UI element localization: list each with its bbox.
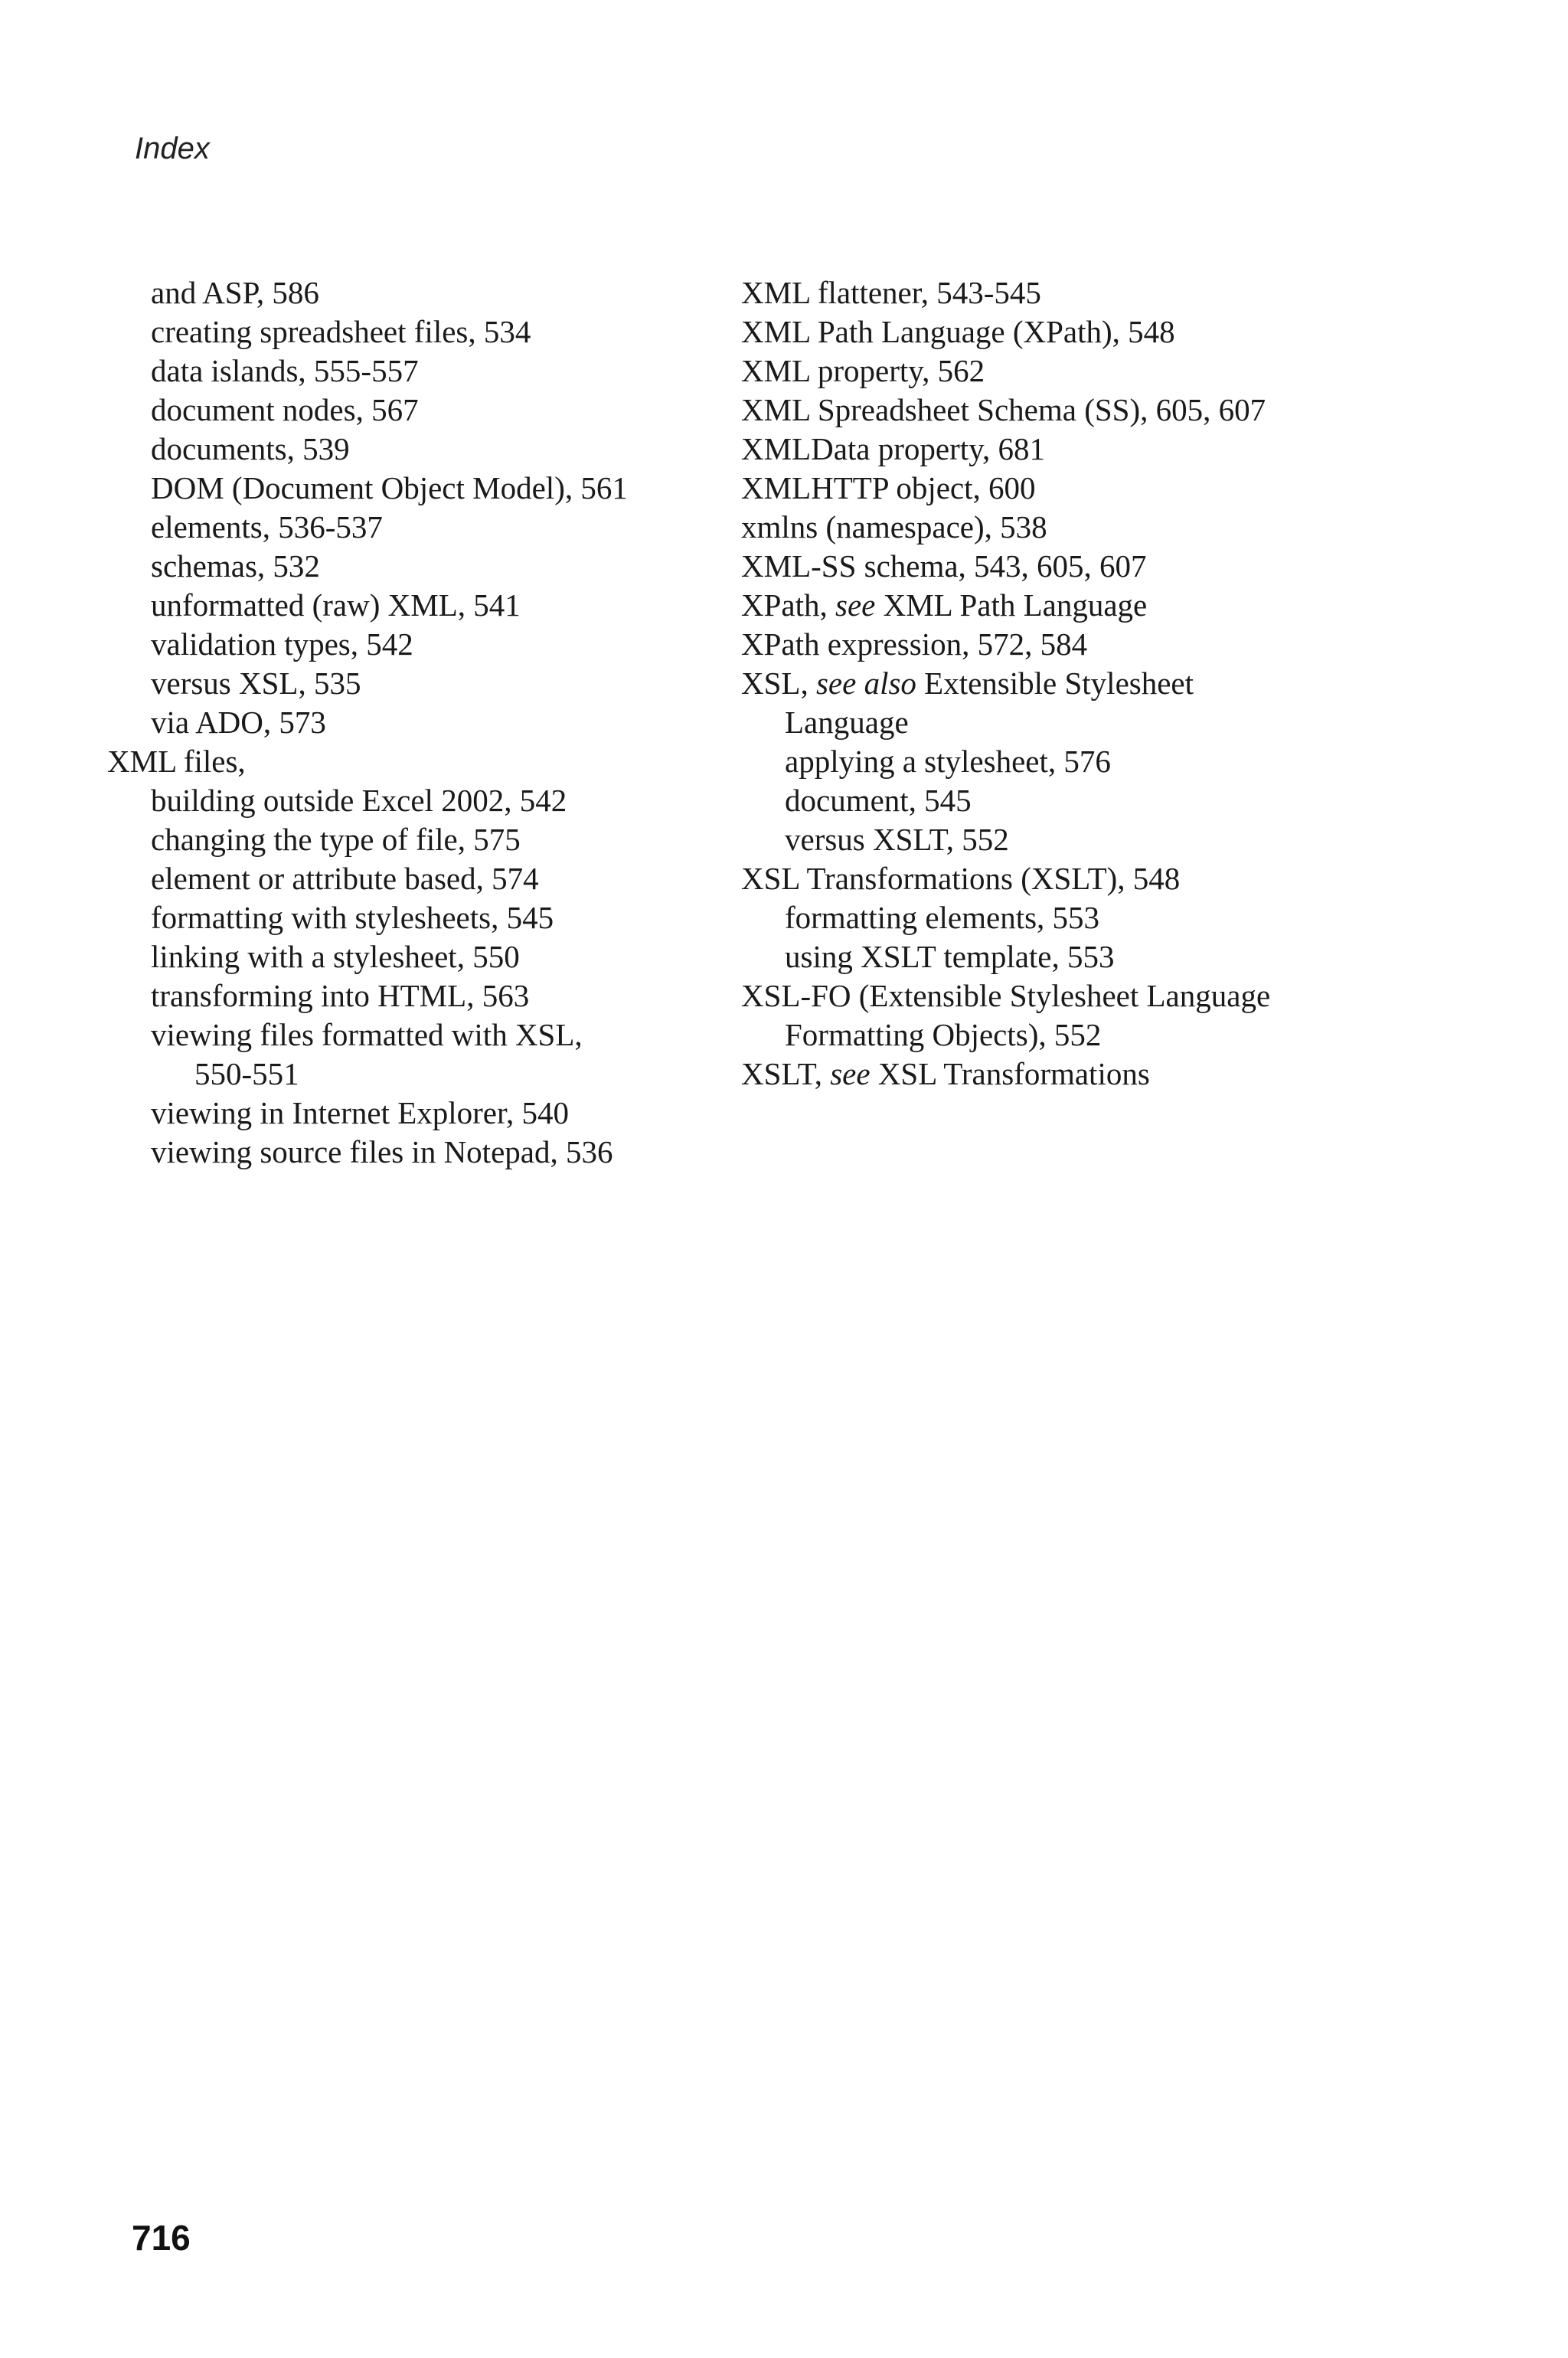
index-entry-text: viewing files formatted with XSL, [151, 1017, 583, 1052]
index-entry-sub [741, 703, 1400, 742]
index-entry-text: xmlns (namespace), 538 [741, 509, 1047, 545]
index-entry-main [741, 625, 1400, 664]
index-entry-sub [741, 1015, 1400, 1055]
index-entry-sub [107, 1094, 720, 1133]
index-entry-text: DOM (Document Object Model), 561 [151, 470, 628, 505]
index-entry-sub [107, 976, 720, 1015]
page-number: 716 [132, 2218, 191, 2258]
index-entry-text: element or attribute based, 574 [151, 861, 539, 896]
running-header: Index [135, 132, 210, 165]
index-entry-sub [107, 898, 720, 937]
index-entry-main [741, 430, 1400, 469]
index-entry-text: unformatted (raw) XML, 541 [151, 587, 521, 623]
index-entry-sub [107, 781, 720, 820]
index-entry-sub [107, 508, 720, 547]
index-entry-main [741, 508, 1400, 547]
index-entry-text: XSL Transformations (XSLT), 548 [741, 861, 1181, 896]
index-entry-text: XML property, 562 [741, 353, 985, 388]
index-entry-text: viewing in Internet Explorer, 540 [151, 1095, 570, 1130]
index-entry-sub [107, 1015, 720, 1055]
index-entry-text: transforming into HTML, 563 [151, 978, 530, 1013]
index-entry-text: XSL-FO (Extensible Stylesheet Language [741, 978, 1271, 1013]
index-entry-text: applying a stylesheet, 576 [785, 744, 1111, 779]
index-entry-text: XMLHTTP object, 600 [741, 470, 1036, 505]
index-entry-main [741, 469, 1400, 508]
index-entry-text: XML flattener, 543-545 [741, 275, 1041, 310]
index-entry-text: formatting elements, 553 [785, 900, 1100, 935]
index-entry-text: validation types, 542 [151, 626, 413, 662]
index-entry-main [741, 664, 1400, 703]
index-column-left [107, 273, 720, 1172]
index-entry-main [741, 547, 1400, 586]
index-entry-text: XSLT, [741, 1056, 831, 1091]
index-entry-text: document nodes, 567 [151, 392, 419, 427]
index-entry-text: Formatting Objects), 552 [785, 1017, 1102, 1052]
index-entry-main [741, 352, 1400, 391]
index-entry-text: schemas, 532 [151, 548, 320, 584]
index-entry-text: data islands, 555-557 [151, 353, 419, 388]
index-entry-main [741, 976, 1400, 1015]
index-entry-main [107, 742, 720, 781]
cross-reference-target: XSL Transformations [870, 1056, 1150, 1091]
index-entry-main [741, 859, 1400, 898]
index-entry-sub [741, 937, 1400, 976]
index-entry-text: versus XSLT, 552 [785, 822, 1009, 857]
index-entry-sub [107, 1133, 720, 1172]
index-entry-text: creating spreadsheet files, 534 [151, 314, 531, 349]
index-entry-main [741, 312, 1400, 352]
index-entry-text: XML Spreadsheet Schema (SS), 605, 607 [741, 392, 1266, 427]
index-entry-text: XML-SS schema, 543, 605, 607 [741, 548, 1147, 584]
index-entry-sub [741, 898, 1400, 937]
index-entry-sub [107, 586, 720, 625]
index-entry-sub [107, 273, 720, 312]
index-entry-text: documents, 539 [151, 431, 350, 466]
index-entry-sub [107, 859, 720, 898]
index-entry-main [741, 586, 1400, 625]
index-entry-text: and ASP, 586 [151, 275, 319, 310]
index-entry-sub [741, 781, 1400, 820]
index-entry-sub [107, 703, 720, 742]
index-entry-sub [107, 469, 720, 508]
index-entry-text: XML Path Language (XPath), 548 [741, 314, 1175, 349]
index-column-right [741, 273, 1400, 1094]
index-entry-main [741, 273, 1400, 312]
index-entry-text: changing the type of file, 575 [151, 822, 521, 857]
index-entry-text: building outside Excel 2002, 542 [151, 783, 567, 818]
index-entry-sub [107, 391, 720, 430]
cross-reference-label: see also [815, 666, 916, 701]
index-entry-sub [741, 820, 1400, 859]
index-entry-sub [107, 820, 720, 859]
index-entry-sub [107, 352, 720, 391]
index-entry-text: formatting with stylesheets, 545 [151, 900, 554, 935]
index-entry-text: viewing source files in Notepad, 536 [151, 1134, 613, 1169]
index-entry-sub [107, 937, 720, 976]
index-entry-text: versus XSL, 535 [151, 666, 361, 701]
index-entry-sub [107, 547, 720, 586]
index-entry-sub [107, 664, 720, 703]
index-entry-text: using XSLT template, 553 [785, 939, 1115, 974]
cross-reference-target: XML Path Language [875, 587, 1148, 623]
index-entry-main [741, 1055, 1400, 1094]
index-entry-sub [107, 430, 720, 469]
index-entry-text: XPath, [741, 587, 835, 623]
index-entry-text: 550-551 [194, 1056, 299, 1091]
index-entry-sub [741, 742, 1400, 781]
index-entry-text: elements, 536-537 [151, 509, 383, 545]
index-entry-text: via ADO, 573 [151, 705, 326, 740]
index-entry-text: linking with a stylesheet, 550 [151, 939, 520, 974]
index-entry-sub [107, 312, 720, 352]
cross-reference-label: see [835, 587, 876, 623]
index-entry-text: document, 545 [785, 783, 972, 818]
index-entry-text: XSL, [741, 666, 816, 701]
index-entry-sub [107, 625, 720, 664]
cross-reference-label: see [830, 1056, 871, 1091]
cross-reference-target: Extensible Stylesheet [916, 666, 1194, 701]
index-entry-main [741, 391, 1400, 430]
index-entry-text: XPath expression, 572, 584 [741, 626, 1088, 662]
index-entry-text: XMLData property, 681 [741, 431, 1045, 466]
index-entry-text: Language [785, 705, 909, 740]
index-entry-sub [107, 1055, 720, 1094]
index-entry-text: XML files, [107, 744, 246, 779]
